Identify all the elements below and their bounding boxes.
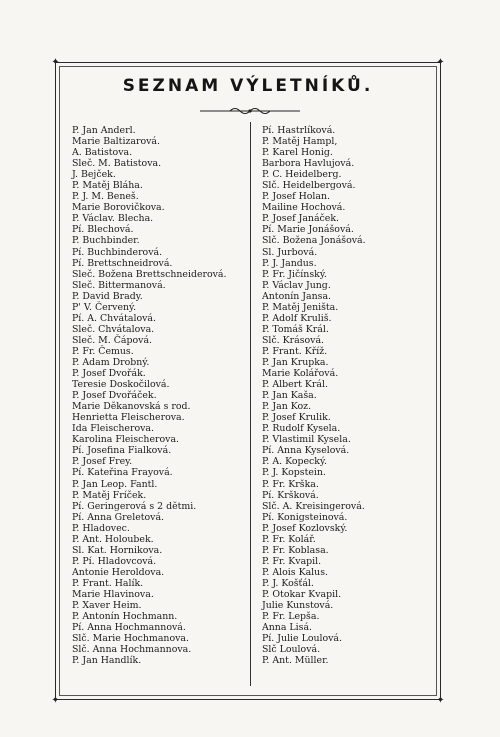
list-item: P. Jan Leop. Fantl. [72, 478, 158, 490]
list-item: Pí. Geringerová s 2 dĕtmi. [72, 500, 197, 512]
list-item: P. Alois Kalus. [262, 566, 328, 578]
list-item: Slč. Krásová. [262, 334, 325, 346]
list-item: Sl. Jurbová. [262, 246, 318, 258]
list-item: P. Frant. Kříž. [262, 345, 328, 357]
list-item: Pí. Kršková. [262, 489, 319, 501]
list-item: P. Jan Kaša. [262, 390, 317, 402]
list-item: Sl. Kat. Hornikova. [72, 544, 163, 556]
list-item: P. Matěj Jeništa. [262, 301, 339, 313]
list-item: Anna Lisá. [262, 622, 313, 634]
name-list-right [262, 125, 366, 666]
list-item: P. Ant. Müller. [262, 655, 329, 667]
list-item: Sleč. M. Čápová. [72, 334, 153, 346]
list-item: P. Václav. Blecha. [72, 213, 154, 225]
list-item: P. Tomáš Král. [262, 323, 329, 335]
list-item: Pí. Marie Jonášová. [262, 224, 354, 236]
list-item: P. Josef Holan. [262, 191, 331, 203]
list-item: P. Antonín Hochmann. [72, 611, 178, 623]
list-item: P. J. Jandus. [262, 257, 317, 269]
list-item: P. Jan Krupka. [262, 356, 329, 368]
list-item: Pí. Julie Loulová. [262, 633, 343, 645]
list-item: P. Matěj Fríček. [72, 489, 147, 501]
column-divider [250, 122, 251, 686]
list-item: P. Buchbinder. [72, 235, 140, 247]
list-item: P. C. Heidelberg. [262, 169, 342, 181]
list-item: P. Fr. Koblasa. [262, 544, 329, 556]
list-item: Pí. Buchbinderová. [72, 246, 163, 258]
list-item: Antonie Heroldova. [72, 566, 165, 578]
list-item: P. Josef Frey. [72, 456, 133, 468]
list-item: Sleč. M. Batistova. [72, 158, 162, 170]
list-item: Pí. Anna Greletová. [72, 511, 165, 523]
list-item: P. Jan Anderl. [72, 125, 136, 136]
list-item: Pí. Kateřina Frayová. [72, 467, 173, 479]
list-item: Slč Loulová. [262, 644, 321, 656]
corner-ornament-top-right: ✦ [436, 57, 445, 68]
list-item: Slč. A. Kreisingerová. [262, 500, 365, 512]
list-item: P. Fr. Lepša. [262, 611, 320, 623]
list-item: P. Matěj Hampl, [262, 136, 338, 148]
list-item: Sleč. Chvátalova. [72, 323, 155, 335]
list-item: Pí. Anna Hochmannová. [72, 622, 186, 634]
list-item: Teresie Doskočilová. [72, 379, 170, 391]
list-item: Marie Baltizarová. [72, 136, 160, 148]
list-item: P. Fr. Čemus. [72, 345, 134, 357]
list-item: P. Fr. Kolář. [262, 533, 316, 545]
list-item: P. J. Kopstein. [262, 467, 326, 479]
list-item: P. Ant. Holoubek. [72, 533, 154, 545]
list-item: P. Albert Král. [262, 379, 328, 391]
list-item: Pí. Blechová. [72, 224, 134, 236]
list-item: P' V. Červený. [72, 301, 137, 313]
list-item: Marie Borovičkova. [72, 202, 165, 214]
list-item: P. Josef Dvořák. [72, 368, 146, 380]
list-item: P. Jan Koz. [262, 401, 312, 413]
list-item: Sleč. Božena Brettschneiderová. [72, 268, 227, 280]
list-item: P. J. M. Beneš. [72, 191, 139, 203]
list-item: P. David Brady. [72, 290, 143, 302]
title-ornament [200, 106, 300, 116]
list-item: Sleč. Bittermanová. [72, 279, 166, 291]
list-item: P. Václav Jung. [262, 279, 331, 291]
list-item: P. Jan Handlík. [72, 655, 142, 667]
list-item: A. Batistova. [72, 147, 133, 159]
list-item: Karolina Fleischerova. [72, 434, 180, 446]
list-item: Slč. Heidelbergová. [262, 180, 356, 192]
list-item: Slč. Božena Jonášová. [262, 235, 366, 247]
list-item: Julie Kunstová. [262, 600, 334, 612]
corner-ornament-bottom-right: ✦ [436, 695, 445, 706]
list-item: Antonín Jansa. [262, 290, 332, 302]
list-item: Henrietta Fleischerova. [72, 412, 185, 424]
list-item: Marie Dĕkanovská s rod. [72, 401, 191, 413]
list-item: P. Frant. Halík. [72, 577, 144, 589]
list-item: P. Xaver Heim. [72, 600, 142, 612]
list-item: Pí. Brettschneidrová. [72, 257, 173, 269]
list-item: P. Pí. Hladovcová. [72, 555, 157, 567]
list-item: P. Josef Janáček. [262, 213, 340, 225]
list-item: P. Adolf Kruliš. [262, 312, 332, 324]
list-item: Barbora Havlujová. [262, 158, 355, 170]
name-list-left [72, 125, 227, 666]
corner-ornament-bottom-left: ✦ [51, 695, 60, 706]
list-item: P. Vlastimil Kysela. [262, 434, 351, 446]
list-item: Pí. A. Chvátalová. [72, 312, 156, 324]
list-item: P. Josef Kozlovský. [262, 522, 348, 534]
list-item: P. Josef Dvořáček. [72, 390, 157, 402]
list-item: P. Otokar Kvapil. [262, 588, 342, 600]
corner-ornament-top-left: ✦ [51, 57, 60, 68]
list-item: Slč. Anna Hochmannova. [72, 644, 192, 656]
list-item: P. Adam Drobný. [72, 356, 150, 368]
list-item: Pí. Konigsteinová. [262, 511, 348, 523]
list-item: Pí. Anna Kyselová. [262, 445, 350, 457]
list-item: P. Rudolf Kysela. [262, 423, 341, 435]
list-item: Slč. Marie Hochmanova. [72, 633, 189, 645]
list-item: Pí. Hastrlíková. [262, 125, 336, 136]
list-item: P. Matěj Bláha. [72, 180, 143, 192]
list-item: Ida Fleischerova. [72, 423, 154, 435]
list-item: J. Bejček. [72, 169, 116, 181]
list-item: P. Fr. Jičínský. [262, 268, 327, 280]
page-title: SEZNAM VÝLETNÍKŮ. [122, 76, 374, 96]
list-item: P. Karel Honig. [262, 147, 333, 159]
list-item: Pí. Josefina Fialková. [72, 445, 172, 457]
list-item: P. A. Kopecký. [262, 456, 328, 468]
list-item: P. J. Košťál. [262, 577, 314, 589]
list-item: P. Fr. Krška. [262, 478, 319, 490]
list-item: Marie Kolářová. [262, 368, 339, 380]
list-item: Mailine Hochová. [262, 202, 346, 214]
list-item: Marie Hlavinova. [72, 588, 154, 600]
list-item: P. Hladovec. [72, 522, 130, 534]
list-item: P. Fr. Kvapil. [262, 555, 322, 567]
list-item: P. Josef Krulik. [262, 412, 331, 424]
